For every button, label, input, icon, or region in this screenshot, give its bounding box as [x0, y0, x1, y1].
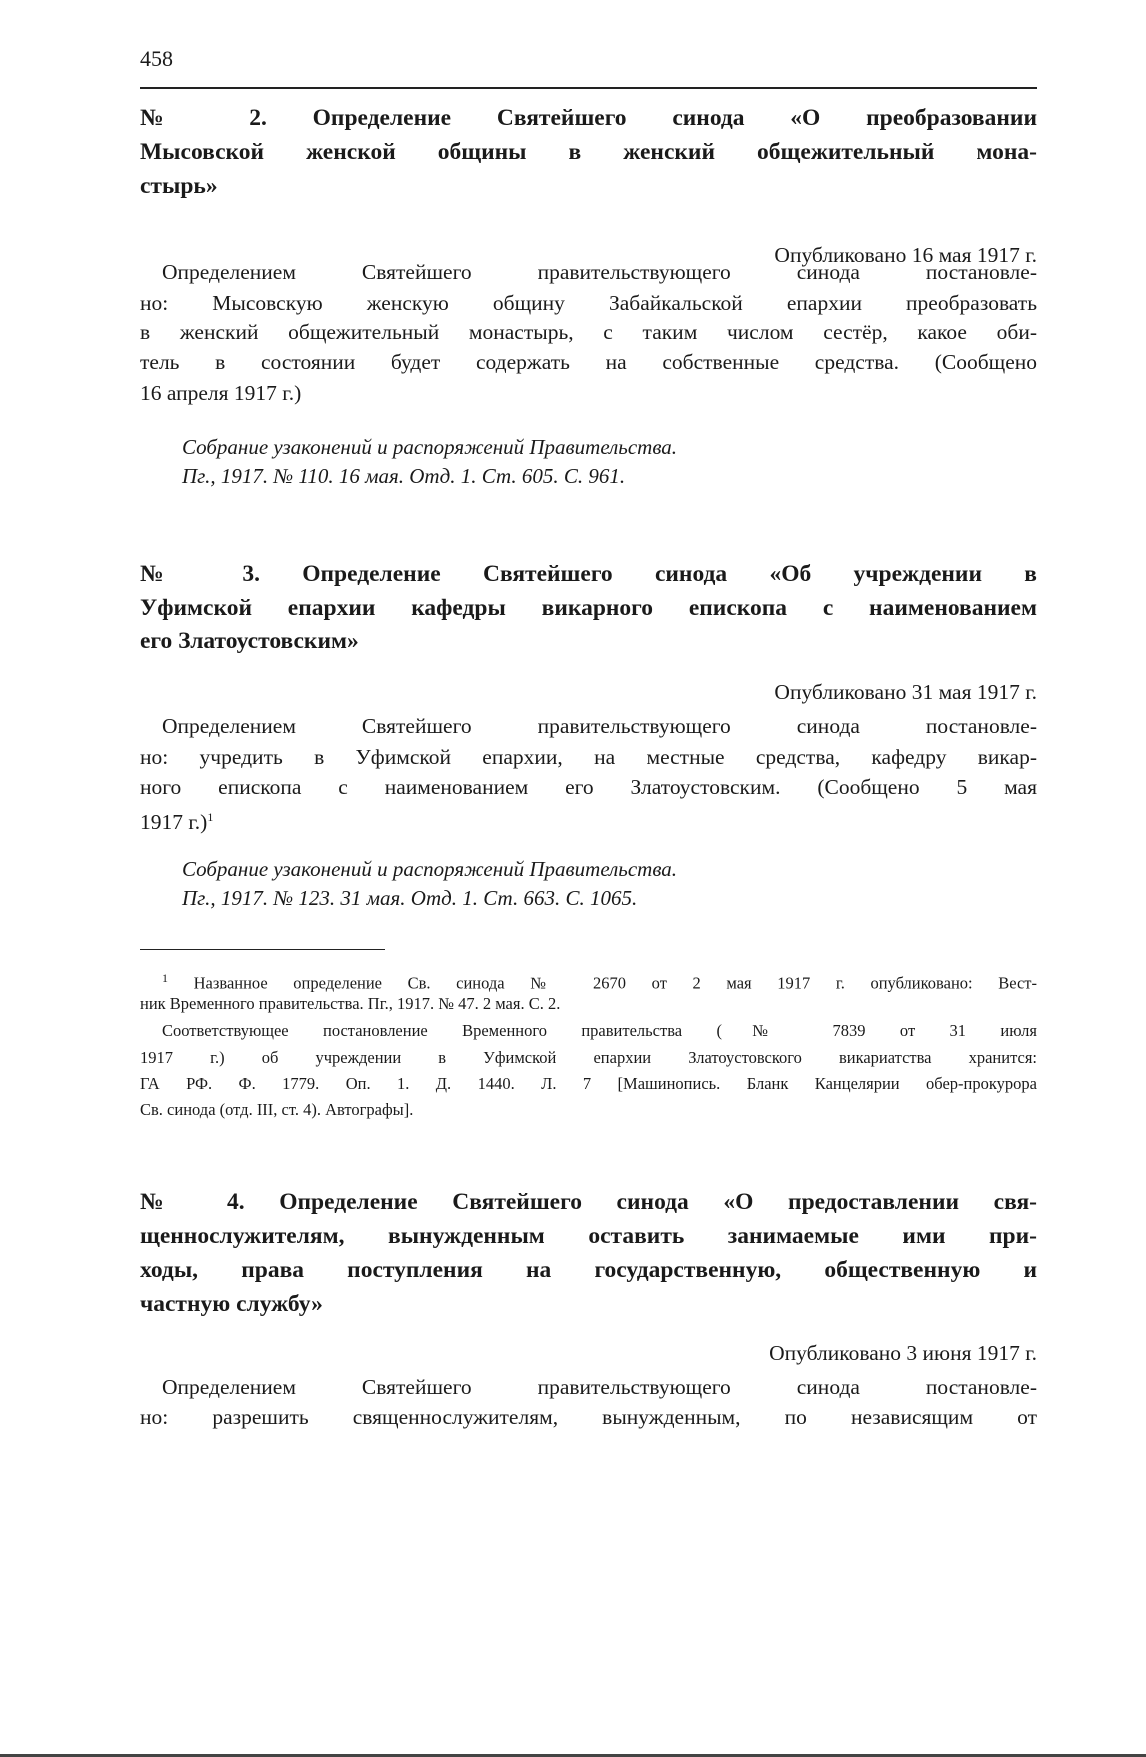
footnote-line: ник Временного правительства. Пг., 1917. № 47. 2 мая. С. 2.: [140, 994, 561, 1013]
body-text: 1917 г.): [140, 810, 208, 835]
section-4-body-line: Определением Святейшего правительствующего синода постановле-: [162, 1375, 1037, 1399]
section-4-body-line: но: разрешить священнослужителям, вынужденным, по независящим от: [140, 1405, 1037, 1429]
section-2-source: Собрание узаконений и распоряжений Правительства.: [182, 435, 678, 459]
section-3-body-line: но: учредить в Уфимской епархии, на местные средства, кафедру викар-: [140, 745, 1037, 769]
section-4-heading-line: ходы, права поступления на государственную, общественную и: [140, 1257, 1037, 1283]
section-3-heading-line: № 3. Определение Святейшего синода «Об учреждении в: [140, 561, 1037, 587]
section-2-heading-line: стырь»: [140, 173, 218, 199]
section-4-published: Опубликовано 3 июня 1917 г.: [769, 1341, 1037, 1365]
footnote-marker: 1: [162, 971, 168, 985]
footnote-rule: [140, 949, 385, 950]
section-3-body-line: [140, 802, 1037, 837]
section-4-heading-line: щеннослужителям, вынужденным оставить занимаемые ими при-: [140, 1223, 1037, 1249]
footnote-line: Соответствующее постановление Временного правительства (№ 7839 от 31 июля: [162, 1021, 1037, 1040]
page-number: 458: [140, 46, 173, 71]
section-3-body-line: ного епископа с наименованием его Златоустовским. (Сообщено 5 мая: [140, 775, 1037, 799]
header-rule: [140, 87, 1037, 89]
section-2-body-line: тель в состоянии будет содержать на собственные средства. (Сообщено: [140, 350, 1037, 374]
section-2-body-line: 16 апреля 1917 г.): [140, 381, 302, 405]
section-2-body-line: Определением Святейшего правительствующего синода постановле-: [162, 260, 1037, 284]
section-3-heading-line: Уфимской епархии кафедры викарного епископа с наименованием: [140, 595, 1037, 621]
footnote-line: Св. синода (отд. III, ст. 4). Автографы].: [140, 1100, 414, 1119]
section-3-published: Опубликовано 31 мая 1917 г.: [774, 680, 1037, 704]
section-3-source: Пг., 1917. № 123. 31 мая. Отд. 1. Ст. 663. С. 1065.: [182, 886, 638, 910]
footnote-ref[interactable]: 1: [207, 810, 214, 824]
footnote-text: Названное определение Св. синода № 2670 от 2 мая 1917 г. опубликовано: Вест-: [193, 973, 1037, 993]
section-2-body-line: но: Мысовскую женскую общину Забайкальской епархии преобразовать: [140, 291, 1037, 315]
section-4-heading-line: частную службу»: [140, 1291, 323, 1317]
footnote-line: ГА РФ. Ф. 1779. Оп. 1. Д. 1440. Л. 7 [Машинопись. Бланк Канцелярии обер-прокурора: [140, 1074, 1037, 1093]
section-4-heading-line: № 4. Определение Святейшего синода «О предоставлении свя-: [140, 1189, 1037, 1215]
section-3-body-line: Определением Святейшего правительствующего синода постановле-: [162, 714, 1037, 738]
section-3-heading-line: его Златоустовским»: [140, 628, 359, 654]
section-2-source: Пг., 1917. № 110. 16 мая. Отд. 1. Ст. 605. С. 961.: [182, 464, 626, 488]
section-2-published: Опубликовано 16 мая 1917 г.: [774, 243, 1037, 267]
footnote-line: 1917 г.) об учреждении в Уфимской епархии Златоустовского викариатства хранится:: [140, 1048, 1037, 1067]
section-2-heading-line: Мысовской женской общины в женский общежительный мона-: [140, 139, 1037, 165]
section-3-source: Собрание узаконений и распоряжений Правительства.: [182, 857, 678, 881]
section-2-heading-line: № 2. Определение Святейшего синода «О преобразовании: [140, 105, 1037, 131]
section-2-body-line: в женский общежительный монастырь, с таким числом сестёр, какое оби-: [140, 320, 1037, 344]
